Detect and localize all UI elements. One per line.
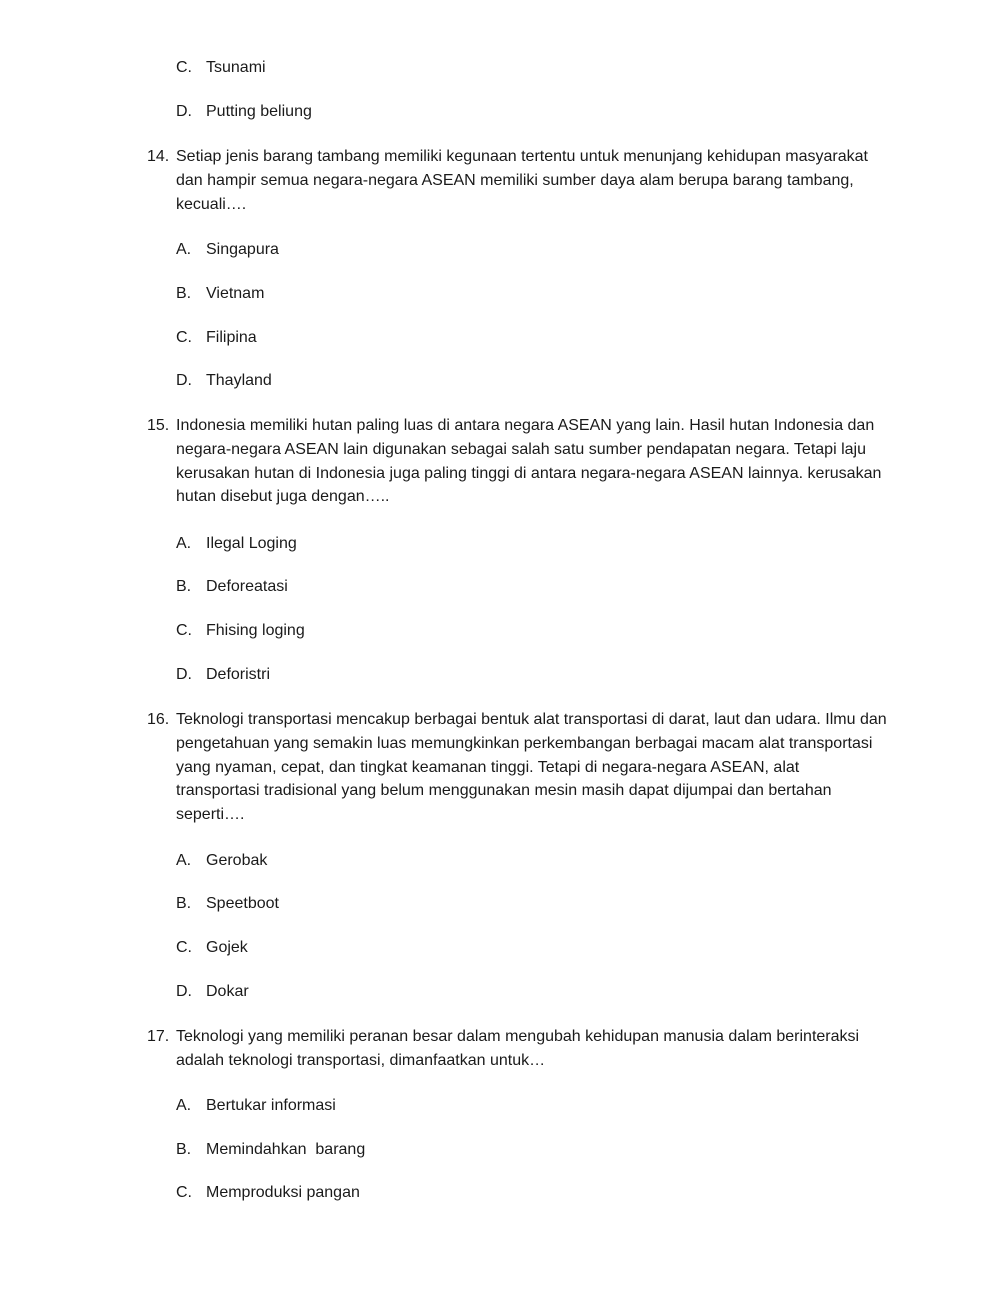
question-number: 16. — [147, 711, 170, 728]
option-letter: D. — [176, 983, 192, 1000]
option-text: Vietnam — [206, 285, 265, 302]
question-text: Teknologi transportasi mencakup berbagai bentuk alat transportasi di darat, laut dan udara. Ilmu dan pengetahuan yang semakin luas memungkinkan perkembangan berbagai macam alat transportasi yang nyaman, cepat, dan tingkat keamanan tinggi. Tetapi di negara-negara ASEAN, alat transportasi tradisional yang belum menggunakan mesin masih dapat dijumpai dan bertahan seperti…. — [176, 711, 887, 824]
option-letter: A. — [176, 241, 192, 258]
question-16-option-a[interactable] — [176, 851, 267, 871]
question-16-option-c[interactable] — [176, 938, 248, 958]
option-letter: D. — [176, 372, 192, 389]
option-letter: B. — [176, 578, 192, 595]
option-text: Tsunami — [206, 59, 266, 76]
question-16-option-b[interactable] — [176, 894, 279, 914]
question-15-option-c[interactable] — [176, 621, 305, 641]
option-letter: B. — [176, 1141, 192, 1158]
question-14-option-b[interactable] — [176, 284, 264, 304]
option-text: Singapura — [206, 241, 279, 258]
question-14-option-a[interactable] — [176, 240, 279, 260]
option-text: Fhising loging — [206, 622, 305, 639]
option-text: Deforistri — [206, 666, 271, 683]
question-15-option-a[interactable] — [176, 534, 297, 554]
option-text: Thayland — [206, 372, 272, 389]
option-text: Memindahkan barang — [206, 1141, 366, 1158]
option-letter: A. — [176, 1097, 192, 1114]
question-text: Teknologi yang memiliki peranan besar dalam mengubah kehidupan manusia dalam berinteraksi adalah teknologi transportasi, dimanfaatkan untuk… — [176, 1028, 860, 1069]
question-17-option-a[interactable] — [176, 1096, 336, 1116]
option-letter: C. — [176, 1184, 192, 1201]
question-number: 14. — [147, 148, 170, 165]
option-letter: B. — [176, 285, 192, 302]
option-prev-c[interactable] — [176, 58, 266, 78]
question-15-option-b[interactable] — [176, 577, 288, 597]
option-text: Putting beliung — [206, 103, 312, 120]
question-14-option-c[interactable] — [176, 328, 257, 348]
question-14 — [147, 145, 887, 216]
question-17-option-c[interactable] — [176, 1183, 360, 1203]
question-15 — [147, 414, 887, 509]
option-letter: C. — [176, 622, 192, 639]
option-text: Dokar — [206, 983, 249, 1000]
option-letter: D. — [176, 666, 192, 683]
option-text: Memproduksi pangan — [206, 1184, 360, 1201]
question-text: Indonesia memiliki hutan paling luas di antara negara ASEAN yang lain. Hasil hutan Indonesia dan negara-negara ASEAN lain digunakan sebagai salah satu sumber pendapatan negara. Tetapi laju kerusakan hutan di Indonesia juga paling tinggi di antara negara-negara ASEAN lainnya. kerusakan hutan disebut juga dengan….. — [176, 417, 882, 506]
question-14-option-d[interactable] — [176, 371, 272, 391]
question-16-option-d[interactable] — [176, 982, 249, 1002]
option-letter: B. — [176, 895, 192, 912]
option-letter: C. — [176, 59, 192, 76]
question-17-option-b[interactable] — [176, 1140, 365, 1160]
question-17 — [147, 1025, 887, 1073]
option-letter: C. — [176, 939, 192, 956]
option-text: Speetboot — [206, 895, 279, 912]
option-text: Deforeatasi — [206, 578, 288, 595]
question-text: Setiap jenis barang tambang memiliki kegunaan tertentu untuk menunjang kehidupan masyarakat dan hampir semua negara-negara ASEAN memiliki sumber daya alam berupa barang tambang, kecuali…. — [176, 148, 868, 213]
option-letter: A. — [176, 535, 192, 552]
option-letter: A. — [176, 852, 192, 869]
option-text: Gerobak — [206, 852, 268, 869]
question-number: 15. — [147, 417, 170, 434]
option-letter: D. — [176, 103, 192, 120]
question-number: 17. — [147, 1028, 170, 1045]
option-text: Gojek — [206, 939, 248, 956]
question-15-option-d[interactable] — [176, 665, 270, 685]
option-letter: C. — [176, 329, 192, 346]
option-text: Filipina — [206, 329, 257, 346]
option-prev-d[interactable] — [176, 102, 312, 122]
option-text: Ilegal Loging — [206, 535, 297, 552]
option-text: Bertukar informasi — [206, 1097, 336, 1114]
question-16 — [147, 708, 887, 827]
